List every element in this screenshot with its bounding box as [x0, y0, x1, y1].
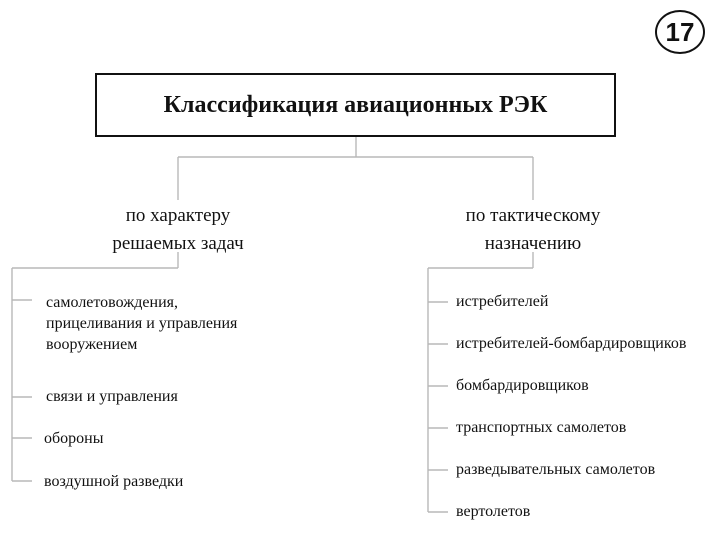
list-item-text: бомбардировщиков — [456, 377, 589, 394]
list-item-communication — [46, 386, 178, 407]
group-header-line: решаемых задач — [112, 233, 244, 254]
group-header-line: назначению — [484, 233, 582, 254]
group-header-line: по тактическому — [465, 205, 601, 226]
list-item-text: вертолетов — [456, 503, 531, 520]
list-item-helicopters — [456, 501, 530, 522]
list-item-fighter-bombers — [456, 333, 686, 354]
list-item-line: прицеливания и управления — [46, 315, 238, 332]
list-item-text: истребителей-бомбардировщиков — [456, 335, 687, 352]
title-box — [95, 73, 616, 137]
group-header-tactical-purpose — [423, 202, 643, 258]
group-header-line: по характеру — [125, 205, 231, 226]
list-item-text: разведывательных самолетов — [456, 461, 656, 478]
list-item-text: воздушной разведки — [44, 473, 184, 490]
list-item-reconnaissance-aircraft — [456, 459, 655, 480]
list-item-line: вооружением — [46, 336, 138, 353]
slide-number: 17 — [665, 16, 695, 47]
group-header-task-nature — [68, 202, 288, 258]
list-item-navigation-targeting — [46, 292, 306, 355]
slide-number-badge — [655, 10, 705, 54]
list-item-air-reconnaissance — [44, 471, 183, 492]
list-item-line: самолетовождения, — [46, 294, 179, 311]
list-item-text: истребителей — [456, 293, 549, 310]
list-item-fighters — [456, 291, 548, 312]
list-item-transport-aircraft — [456, 417, 626, 438]
list-item-defense — [44, 428, 103, 449]
list-item-text: связи и управления — [46, 388, 178, 405]
diagram-title: Классификация авиационных РЭК — [163, 91, 548, 118]
list-item-bombers — [456, 375, 589, 396]
list-item-text: обороны — [44, 430, 104, 447]
list-item-text: транспортных самолетов — [456, 419, 627, 436]
